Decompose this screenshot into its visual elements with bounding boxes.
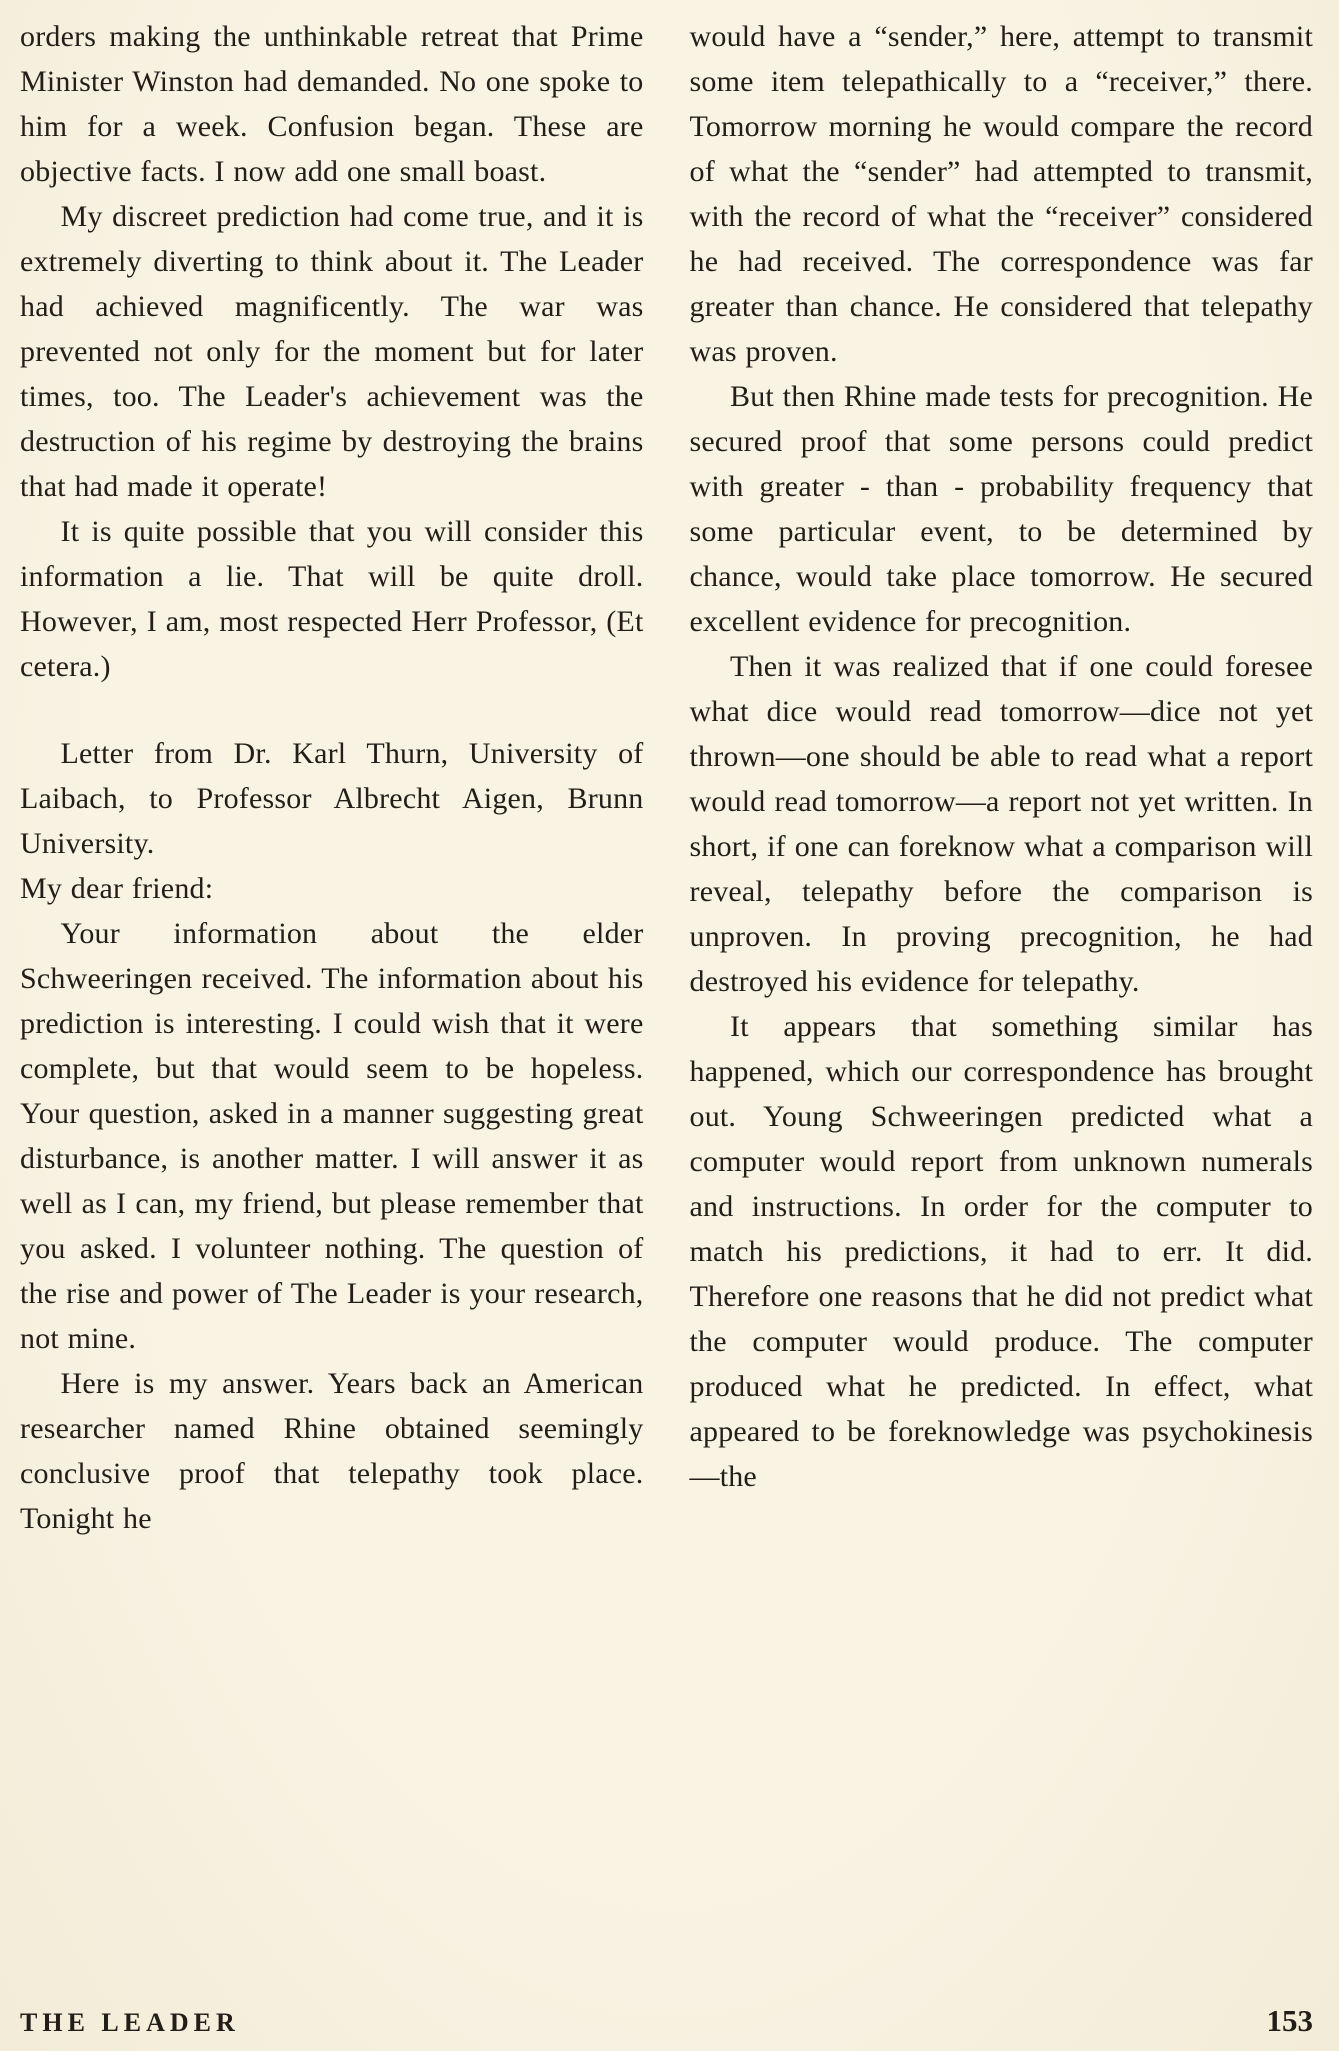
paragraph: would have a “sender,” here, attempt to transmit some item telepathically to a “receiver,” there. Tomorrow morning he would compare the record of what the “sender” had attempted to transmit, with the record of what the “receiver” considered he had received. The correspondence was far greater than chance. He considered that telepathy was proven. (689, 20, 1313, 368)
two-column-text-block (20, 14, 1313, 1995)
paragraph: My dear friend: (20, 872, 214, 905)
paragraph: Your information about the elder Schweeringen received. The information about his prediction is interesting. I could wish that it were complete, but that would seem to be hopeless. Your question, asked in a manner suggesting great disturbance, is another matter. I will answer it as well as I can, my friend, but please remember that you asked. I volunteer nothing. The question of the rise and power of The Leader is your research, not mine. (20, 917, 644, 1355)
right-column (690, 14, 1314, 1995)
paragraph: Then it was realized that if one could foresee what dice would read tomorrow—dice not yet thrown—one should be able to read what a report would read tomorrow—a report not yet written. In short, if one can foreknow what a comparison will reveal, telepathy before the comparison is unproven. In proving precognition, he had destroyed his evidence for telepathy. (689, 650, 1313, 998)
paragraph: It is quite possible that you will consider this information a lie. That will be quite droll. However, I am, most respected Herr Professor, (Et cetera.) (20, 515, 644, 683)
paragraph: My discreet prediction had come true, and it is extremely diverting to think about it. The Leader had achieved magnificently. The war was prevented not only for the moment but for later times, too. The Leader's achievement was the destruction of his regime by destroying the brains that had made it operate! (20, 200, 644, 503)
paragraph: Letter from Dr. Karl Thurn, University of Laibach, to Professor Albrecht Aigen, Brunn University. (20, 737, 644, 860)
paragraph: But then Rhine made tests for precognition. He secured proof that some persons could predict with greater - than - probability frequency that some particular event, to be determined by chance, would take place tomorrow. He secured excellent evidence for precognition. (689, 380, 1313, 638)
page-footer (20, 1995, 1313, 2041)
paragraph: It appears that something similar has happened, which our correspondence has brought out. Young Schweeringen predicted what a computer would report from unknown numerals and instructions. In order for the computer to match his predictions, it had to err. It did. Therefore one reasons that he did not predict what the computer would produce. The computer produced what he predicted. In effect, what appeared to be foreknowledge was psychokinesis—the (689, 1010, 1313, 1493)
paragraph: Here is my answer. Years back an American researcher named Rhine obtained seemingly conclusive proof that telepathy took place. Tonight he (20, 1367, 644, 1535)
paragraph: orders making the unthinkable retreat that Prime Minister Winston had demanded. No one spoke to him for a week. Confusion began. These are objective facts. I now add one small boast. (20, 20, 644, 188)
page-number: 153 (1266, 2003, 1313, 2038)
running-title: THE LEADER (20, 2008, 240, 2037)
left-column (20, 14, 644, 1995)
